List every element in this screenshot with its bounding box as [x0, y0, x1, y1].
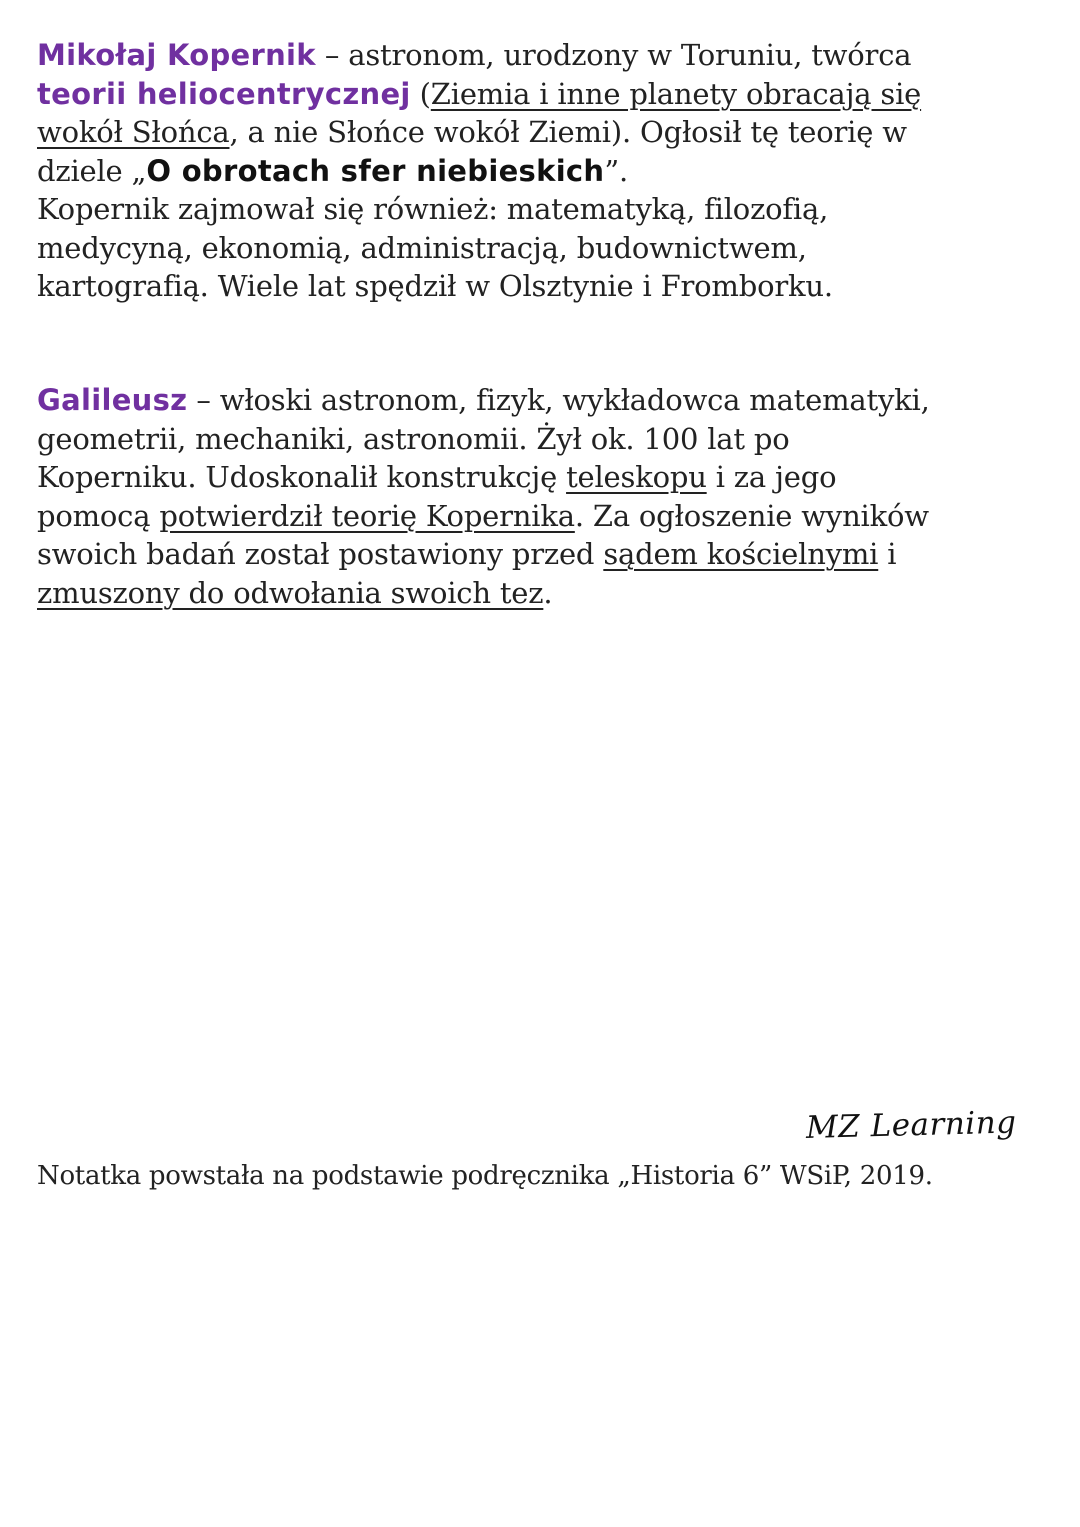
galileusz-intro: – włoski astronom, fizyk, wykładowca matematyki,	[187, 383, 930, 417]
theory-description-2: wokół Słońca	[37, 115, 230, 149]
heliocentric-theory: teorii heliocentrycznej	[37, 76, 411, 111]
work-prefix: dziele „	[37, 153, 147, 188]
galileusz-line-4b: . Za ogłoszenie wyników	[574, 498, 929, 533]
confirmed-theory: potwierdził teorię Kopernika	[159, 498, 575, 533]
kopernik-line-6: medycyną, ekonomią, administracją, budownictwem,	[37, 230, 807, 265]
kopernik-line-5: Kopernik zajmował się również: matematyką, filozofią,	[37, 192, 829, 226]
galileusz-line-4	[37, 497, 1037, 536]
galileusz-line-5a: swoich badań został postawiony przed	[37, 537, 604, 571]
kopernik-line-1	[37, 36, 1037, 75]
work-title: O obrotach sfer niebieskich	[146, 153, 605, 188]
galileusz-line-6b: .	[543, 575, 553, 610]
kopernik-line-7: kartografią. Wiele lat spędził w Olsztynie i Fromborku.	[37, 269, 833, 303]
paren-open: (	[410, 76, 431, 111]
work-suffix: ”.	[604, 153, 629, 188]
galileusz-line-2: geometrii, mechaniki, astronomii. Żył ok. 100 lat po	[37, 421, 790, 456]
galileusz-line-5b: i	[878, 537, 897, 571]
kopernik-after-description: , a nie Słońce wokół Ziemi). Ogłosił tę teorię w	[229, 115, 907, 149]
source-footnote: Notatka powstała na podstawie podręcznika „Historia 6” WSiP, 2019.	[37, 1161, 933, 1191]
galileusz-line-3	[37, 458, 1037, 497]
kopernik-line-3	[37, 113, 1037, 152]
galileusz-line-5	[37, 535, 1037, 574]
signature: MZ Learning	[805, 1104, 1017, 1146]
galileusz-name: Galileusz	[37, 383, 188, 417]
kopernik-line-4	[37, 152, 1037, 191]
church-court: sądem kościelnymi	[603, 537, 879, 571]
kopernik-name: Mikołaj Kopernik	[37, 38, 316, 72]
galileusz-line-6	[37, 574, 1037, 613]
theory-description-1: Ziemia i inne planety obracają się	[430, 76, 922, 111]
galileusz-line-3a: Koperniku. Udoskonalił konstrukcję	[37, 460, 567, 494]
kopernik-line-2	[37, 75, 1037, 114]
telescope-term: teleskopu	[566, 460, 707, 494]
galileusz-line-1	[37, 381, 1037, 420]
kopernik-paragraph	[37, 36, 1037, 306]
galileusz-paragraph	[37, 381, 1037, 612]
galileusz-line-3b: i za jego	[706, 460, 837, 494]
galileusz-line-4a: pomocą	[37, 498, 160, 533]
forced-retraction: zmuszony do odwołania swoich tez	[37, 575, 544, 610]
kopernik-intro: – astronom, urodzony w Toruniu, twórca	[315, 38, 912, 72]
